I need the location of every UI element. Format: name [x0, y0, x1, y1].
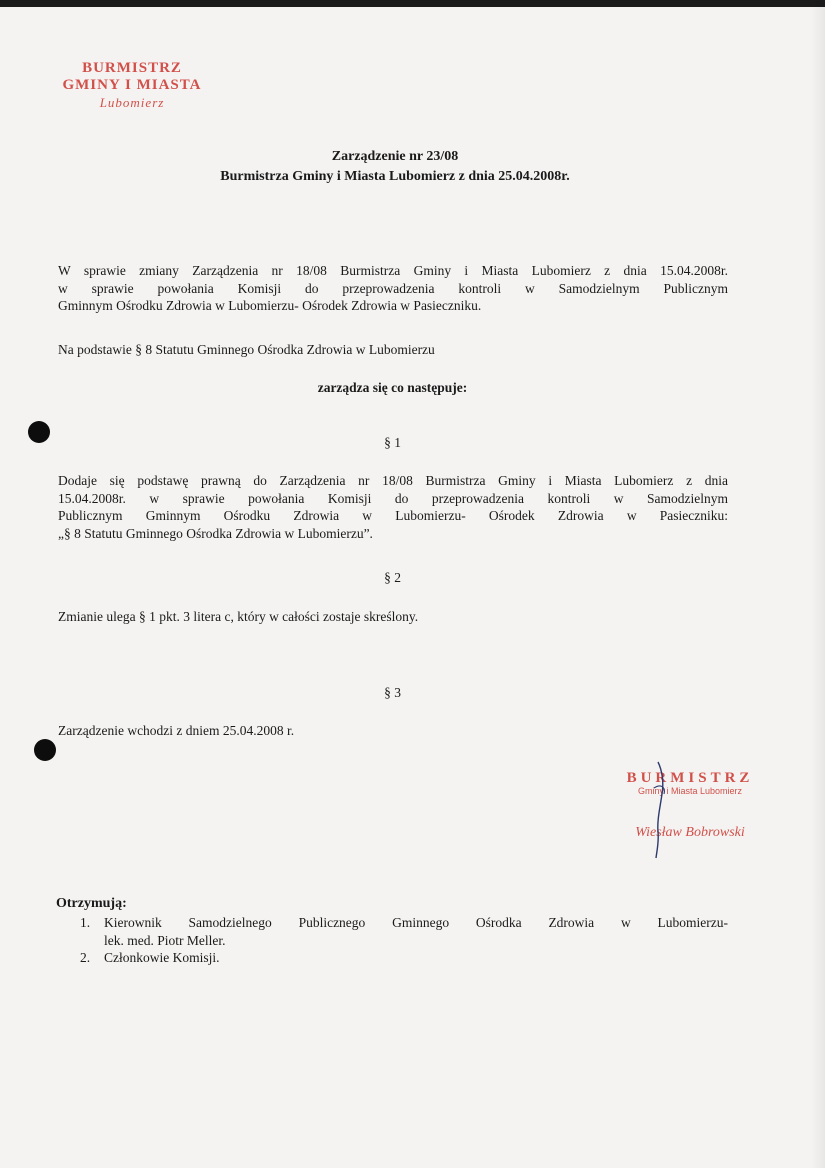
- office-stamp-line1: BURMISTRZ: [82, 60, 182, 76]
- section-2-body: [58, 608, 728, 626]
- document-subtitle: Burmistrza Gminy i Miasta Lubomierz z dnia 25.04.2008r.: [220, 169, 570, 184]
- signature-stamp-subtitle: Gminy i Miasta Lubomierz: [637, 786, 743, 796]
- office-stamp-line2: GMINY I MIASTA: [62, 77, 202, 93]
- recipients-heading: Otrzymują:: [56, 896, 127, 911]
- document-title: Zarządzenie nr 23/08: [331, 149, 459, 164]
- recipient-line: Kierownik Samodzielnego Publicznego Gminnego Ośrodka Zdrowia w Lubomierzu-: [104, 915, 728, 930]
- section-1-line: Publicznym Gminnym Ośrodku Zdrowia w Lubomierzu- Ośrodek Zdrowia w Pasieczniku:: [58, 508, 728, 523]
- section-1-line: „§ 8 Statutu Gminnego Ośrodka Zdrowia w Lubomierzu”.: [58, 525, 373, 541]
- signature-stamp: [610, 770, 770, 841]
- recipient-line: lek. med. Piotr Meller.: [104, 932, 226, 948]
- signature-stamp-name: Wiesław Bobrowski: [635, 825, 745, 840]
- orders-heading: zarządza się co następuje:: [317, 380, 468, 395]
- recipient-item: [56, 949, 728, 967]
- section-2-heading: § 2: [384, 570, 401, 585]
- signature-stamp-title: BURMISTRZ: [626, 770, 754, 786]
- office-stamp-line3: Lubomierz: [99, 95, 165, 110]
- intro-line: W sprawie zmiany Zarządzenia nr 18/08 Burmistrza Gminy i Miasta Lubomierz z dnia 15.04.2008r.: [58, 263, 728, 278]
- punch-hole: [34, 739, 56, 761]
- section-1-heading: § 1: [384, 435, 401, 450]
- recipients-list: [56, 914, 728, 967]
- intro-line: w sprawie powołania Komisji do przeprowadzenia kontroli w Samodzielnym Publicznym: [58, 280, 728, 296]
- recipient-item: [56, 914, 728, 949]
- section-3-heading: § 3: [384, 685, 401, 700]
- scan-top-edge: [0, 0, 825, 7]
- intro-paragraph: [58, 262, 728, 315]
- section-3-line: Zarządzenie wchodzi z dniem 25.04.2008 r.: [58, 723, 295, 738]
- section-2-line: Zmianie ulega § 1 pkt. 3 litera c, który w całości zostaje skreślony.: [58, 609, 419, 624]
- legal-basis-text: Na podstawie § 8 Statutu Gminnego Ośrodka Zdrowia w Lubomierzu: [58, 342, 435, 357]
- recipient-number: 2.: [80, 950, 91, 965]
- section-1-line: 15.04.2008r. w sprawie powołania Komisji do przeprowadzenia kontroli w Samodzielnym: [58, 490, 728, 506]
- section-1-body: [58, 472, 728, 542]
- recipient-number: 1.: [80, 915, 91, 930]
- intro-line: Gminnym Ośrodku Zdrowia w Lubomierzu- Ośrodek Zdrowia w Pasieczniku.: [58, 298, 482, 313]
- scan-right-shadow: [811, 0, 825, 1168]
- section-3-body: [58, 722, 728, 740]
- section-1-line: Dodaje się podstawę prawną do Zarządzenia nr 18/08 Burmistrza Gminy i Miasta Lubomierz z dnia: [58, 473, 728, 488]
- office-stamp: [52, 60, 212, 111]
- handwritten-signature: [640, 760, 680, 860]
- legal-basis: [58, 341, 728, 359]
- recipient-line: Członkowie Komisji.: [104, 950, 220, 965]
